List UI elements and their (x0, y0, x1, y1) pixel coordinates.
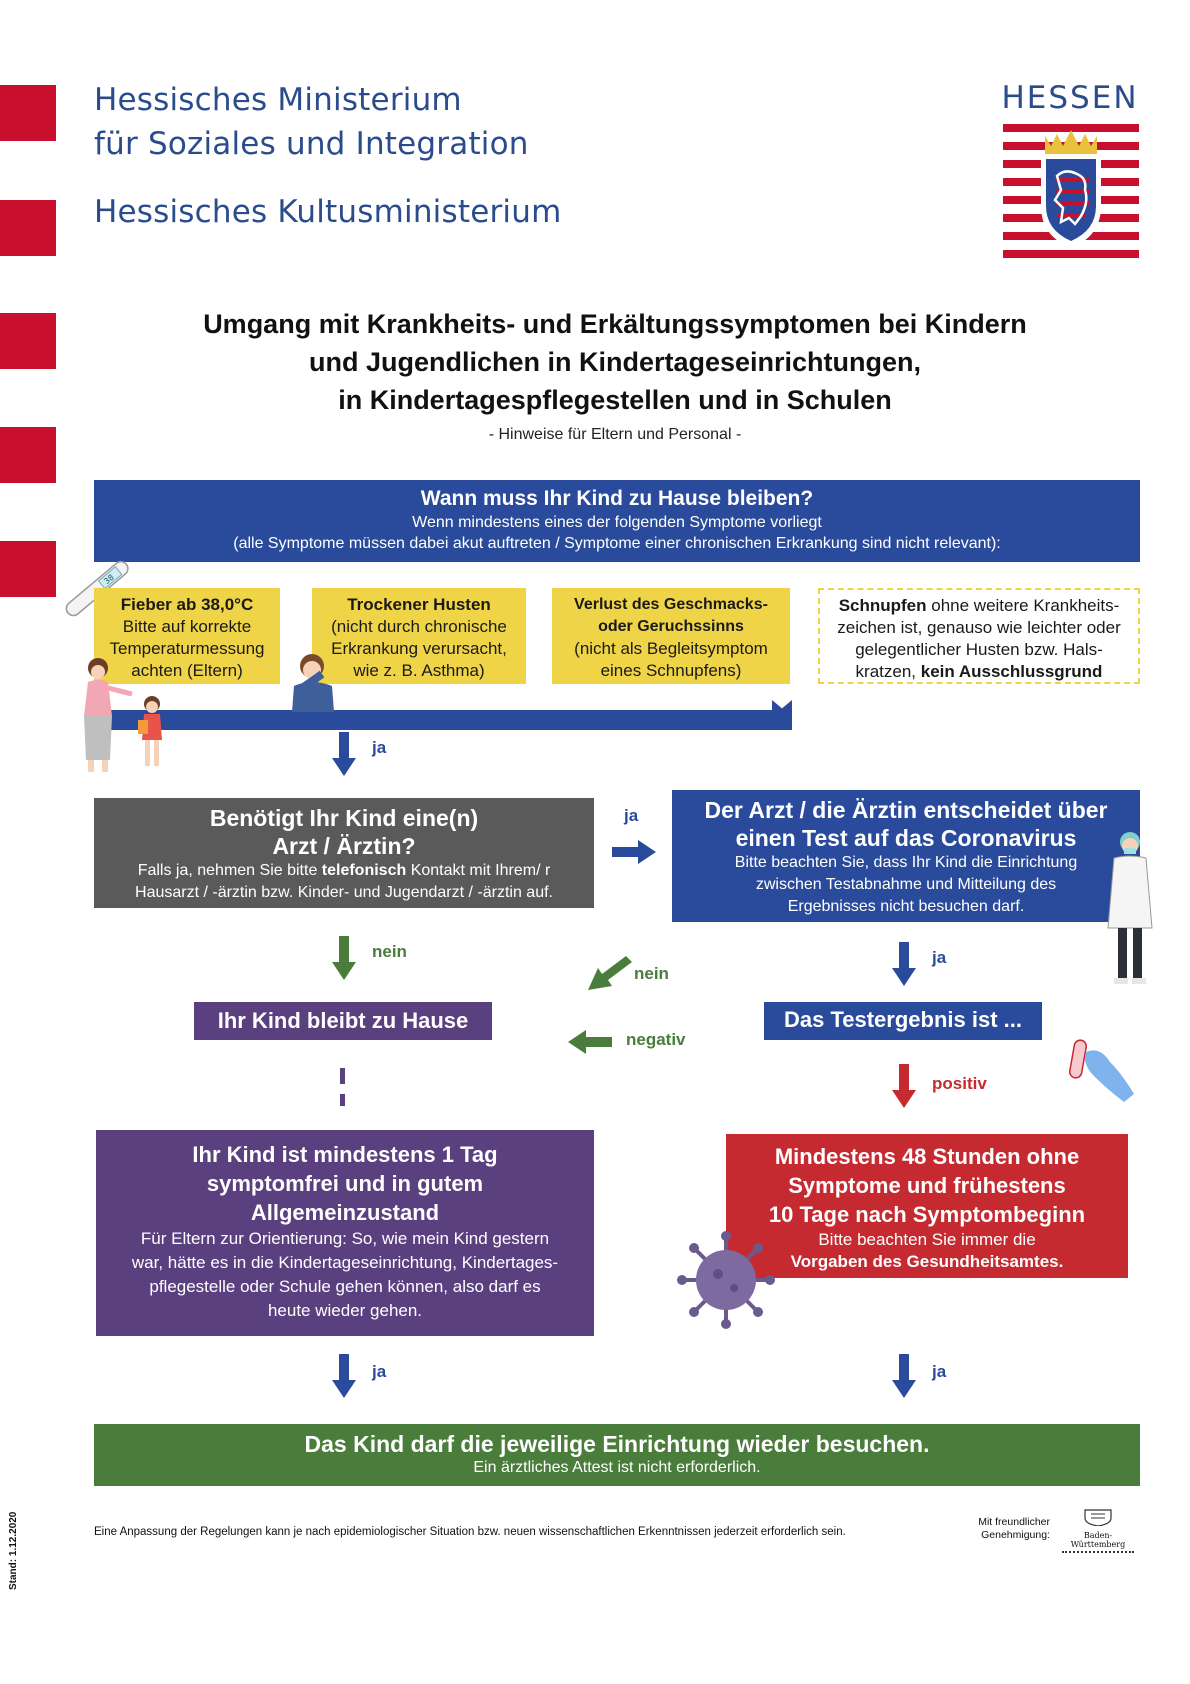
child-stays-home-box: Ihr Kind bleibt zu Hause (194, 1002, 492, 1040)
need-doctor-heading1: Benötigt Ihr Kind eine(n) (209, 805, 479, 831)
test-decision-text2: zwischen Testabnahme und Mitteilung des (755, 876, 1057, 893)
test-decision-heading1: Der Arzt / die Ärztin entscheidet über (704, 797, 1108, 823)
red-side-bar (0, 541, 56, 597)
cold-note-text4: kratzen, (855, 662, 921, 681)
symptom-fever-text2: Temperaturmessung (109, 639, 265, 658)
label-ja-2: ja (624, 806, 639, 825)
symptom-fever-text3: achten (Eltern) (131, 661, 243, 680)
arrow-down-ja-4 (332, 1354, 356, 1398)
positive-result-box (726, 1134, 1128, 1278)
arrow-down-ja-5 (892, 1354, 916, 1398)
courtesy-note (958, 1516, 1050, 1542)
cold-note-text2: zeichen ist, genauso wie leichter oder (837, 618, 1121, 637)
positive-text1: Bitte beachten Sie immer die (818, 1230, 1036, 1249)
arrow-left-negativ (568, 1030, 612, 1054)
symptom-free-box (96, 1130, 594, 1336)
return-allowed-heading: Das Kind darf die jeweilige Einrichtung wieder besuchen. (304, 1431, 930, 1457)
connector-notch (772, 700, 792, 714)
ministry-name-line3: Hessisches Kultusministerium (94, 194, 562, 230)
test-result-box: Das Testergebnis ist ... (764, 1002, 1042, 1040)
symptom-free-text3: pflegestelle oder Schule gehen können, also darf es (149, 1277, 541, 1296)
page-title-line3: in Kindertagespflegestellen und in Schulen (338, 385, 892, 415)
label-nein-2: nein (634, 964, 669, 983)
symptom-cough-text2: Erkrankung verursacht, (331, 639, 507, 658)
test-tube-glove-icon (1066, 1032, 1136, 1104)
ministry-name-line1: Hessisches Ministerium (94, 82, 462, 118)
need-doctor-text1c: Kontakt mit Ihrem/ r (406, 862, 551, 879)
red-side-bar (0, 313, 56, 369)
label-ja-3: ja (932, 948, 947, 967)
page-subtitle: - Hinweise für Eltern und Personal - (488, 426, 742, 443)
dashed-connector (340, 1094, 345, 1106)
dashed-connector (340, 1068, 345, 1084)
test-decision-heading2: einen Test auf das Coronavirus (735, 825, 1077, 851)
hessen-wordmark: HESSEN (1001, 80, 1139, 116)
ministry-name-line2: für Soziales und Integration (94, 126, 529, 162)
thermometer-readout: 38 (102, 572, 116, 586)
cold-note-bold-end: kein Ausschlussgrund (920, 662, 1103, 681)
symptom-taste-title1: Verlust des Geschmacks- (574, 596, 768, 613)
return-allowed-text: Ein ärztliches Attest ist nicht erforderlich. (473, 1459, 761, 1476)
need-doctor-heading2: Arzt / Ärztin? (272, 833, 416, 859)
footer-disclaimer: Eine Anpassung der Regelungen kann je nach epidemiologischer Situation bzw. neuen wissenschaftlichen Erkenntnissen jederzeit erforderlich sein. (94, 1526, 846, 1538)
need-doctor-text1a: Falls ja, nehmen Sie bitte (137, 862, 322, 879)
symptom-cough-text3: wie z. B. Asthma) (353, 661, 485, 680)
stay-home-heading: Wann muss Ihr Kind zu Hause bleiben? (420, 487, 814, 510)
need-doctor-text1b: telefonisch (321, 862, 407, 879)
positive-text2: Vorgaben des Gesundheitsamtes. (790, 1252, 1064, 1271)
stay-home-question-box (94, 480, 1140, 562)
return-allowed-box (94, 1424, 1140, 1486)
symptom-fever-text1: Bitte auf korrekte (122, 617, 252, 636)
symptom-cough-box (312, 588, 526, 684)
symptom-cough-title: Trockener Husten (347, 595, 491, 614)
positive-heading3: 10 Tage nach Symptombeginn (768, 1202, 1086, 1227)
stay-home-line1: Wenn mindestens eines der folgenden Symptome vorliegt (412, 514, 822, 531)
symptom-free-heading3: Allgemeinzustand (250, 1200, 440, 1225)
coughing-boy-illustration-icon (288, 650, 338, 712)
cold-note-text3: gelegentlicher Husten bzw. Hals- (855, 640, 1103, 659)
label-ja-5: ja (932, 1362, 947, 1381)
cold-note-box (818, 588, 1140, 684)
bw-logo-text: Baden-Württemberg (1070, 1531, 1126, 1549)
symptom-free-heading2: symptomfrei und in gutem (206, 1171, 484, 1196)
positive-heading1: Mindestens 48 Stunden ohne (774, 1144, 1080, 1169)
test-decision-text3: Ergebnisses nicht besuchen darf. (787, 898, 1025, 915)
need-doctor-box (94, 798, 594, 908)
symptom-taste-text2: eines Schnupfens) (600, 661, 742, 680)
stay-home-line2: (alle Symptome müssen dabei akut auftreten / Symptome einer chronischen Erkrankung sind nicht relevant): (233, 535, 1001, 552)
page-title-line1: Umgang mit Krankheits- und Erkältungssymptomen bei Kindern (203, 309, 1027, 339)
label-ja-1: ja (372, 738, 387, 757)
symptom-taste-title2: oder Geruchssinns (598, 618, 744, 635)
positive-heading2: Symptome und frühestens (788, 1173, 1066, 1198)
courtesy-line1: Mit freundlicher (978, 1516, 1050, 1528)
test-decision-text1: Bitte beachten Sie, dass Ihr Kind die Einrichtung (734, 854, 1078, 871)
symptom-taste-smell-box (552, 588, 790, 684)
label-positiv: positiv (932, 1074, 987, 1093)
symptom-free-heading1: Ihr Kind ist mindestens 1 Tag (192, 1142, 498, 1167)
symptom-free-text1: Für Eltern zur Orientierung: So, wie mein Kind gestern (140, 1229, 550, 1248)
label-negativ: negativ (626, 1030, 686, 1049)
hessen-coat-of-arms-icon (1003, 124, 1139, 262)
doctor-illustration-icon (1100, 828, 1160, 986)
red-side-bar (0, 427, 56, 483)
arrow-diagonal-nein-2 (588, 956, 632, 990)
cold-note-text1: ohne weitere Krankheits- (926, 596, 1120, 615)
page-title-line2: und Jugendlichen in Kindertageseinrichtungen, (308, 347, 922, 377)
virus-illustration-icon (676, 1230, 776, 1330)
symptom-taste-text1: (nicht als Begleitsymptom (574, 639, 768, 658)
stand-date: Stand: 1.12.2020 (8, 1511, 19, 1590)
red-side-bar (0, 85, 56, 141)
red-side-bar (0, 200, 56, 256)
arrow-right-ja-2 (612, 840, 656, 864)
symptom-free-text2: war, hätte es in die Kindertageseinrichtung, Kindertages- (131, 1253, 559, 1272)
label-ja-4: ja (372, 1362, 387, 1381)
cold-note-bold: Schnupfen (838, 596, 927, 615)
bw-logo-rule (1062, 1551, 1134, 1554)
label-nein-1: nein (372, 942, 407, 961)
symptom-fever-title: Fieber ab 38,0°C (120, 595, 254, 614)
arrow-down-positiv (892, 1064, 916, 1108)
symptom-free-text4: heute wieder gehen. (267, 1301, 423, 1320)
courtesy-line2: Genehmigung: (981, 1529, 1050, 1541)
mother-child-illustration-icon (72, 654, 172, 780)
arrow-down-ja-3 (892, 942, 916, 986)
symptom-connector-bar (94, 710, 792, 730)
test-decision-box (672, 790, 1140, 922)
arrow-down-ja-1 (332, 732, 356, 776)
arrow-down-nein-1 (332, 936, 356, 980)
bw-crest-icon (1083, 1508, 1113, 1526)
symptom-cough-text1: (nicht durch chronische (331, 617, 507, 636)
baden-wuerttemberg-logo (1058, 1508, 1138, 1554)
need-doctor-text2: Hausarzt / -ärztin bzw. Kinder- und Jugendarzt / -ärztin auf. (135, 884, 553, 901)
